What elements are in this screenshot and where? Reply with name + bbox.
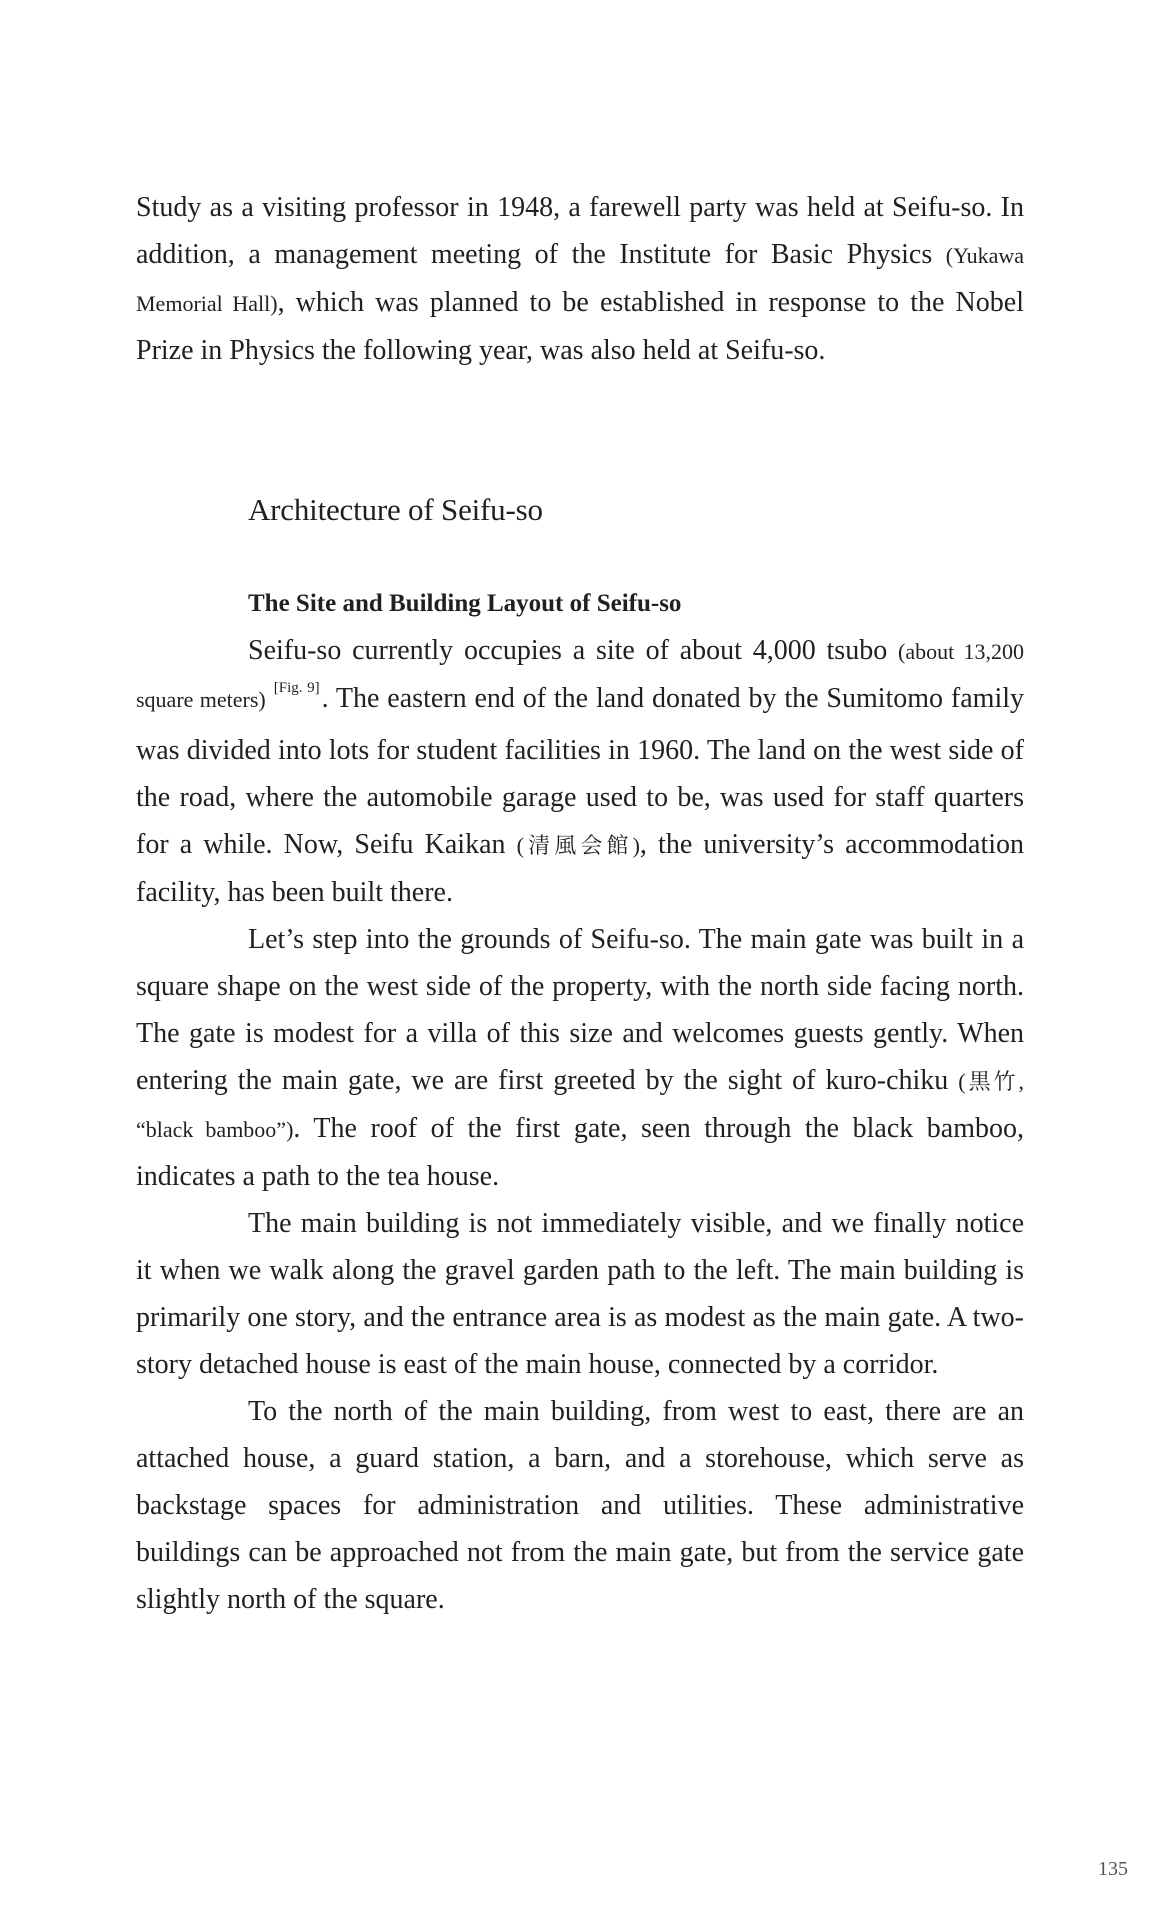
page-number: 135 — [1098, 1858, 1128, 1880]
paragraph-gate — [136, 916, 1024, 1200]
gate-text-1: Let’s step into the grounds of Seifu-so. The main gate was built in a square shape on the west side of the property, with the north side facing north. The gate is modest for a villa of this size and welcomes guests gently. When entering the main gate, we are first greeted by the sight of kuro-chiku — [136, 924, 1024, 1096]
paragraph-site — [136, 627, 1024, 916]
site-text-3: . The eastern end of the land donated by the Sumitomo family was divided into lots for student facilities in 1960. The land on the west side of the road, where the automobile garage used to be, was used for staff quarters for a while. Now, Seifu Kaikan — [136, 683, 1024, 860]
gate-text-3: . The roof of the first gate, seen through the black bamboo, indicates a path to the tea house. — [136, 1113, 1024, 1192]
section-heading: Architecture of Seifu-so — [248, 492, 543, 527]
page-content — [136, 184, 1024, 1623]
subsection-heading: The Site and Building Layout of Seifu-so — [248, 590, 682, 617]
paragraph-north: To the north of the main building, from west to east, there are an attached house, a guard station, a barn, and a storehouse, which serve as backstage spaces for administration and utilities. These administrative buildings can be approached not from the main gate, but from the service gate slightly north of the square. — [136, 1396, 1024, 1615]
figure-reference: [Fig. 9] — [273, 680, 320, 696]
intro-paragraph — [136, 184, 1024, 374]
site-text-2: (about 13,200 square meters) — [136, 639, 1024, 712]
intro-text-1: Study as a visiting professor in 1948, a farewell party was held at Seifu-so. In addition, a management meeting of the Institute for Basic Physics — [136, 192, 1024, 270]
gate-text-2: (黒竹, “black bamboo”) — [136, 1069, 1025, 1142]
site-text-4: (清風会館) — [516, 833, 640, 858]
intro-text-3: , which was planned to be established in response to the Nobel Prize in Physics the following year, was also held at Seifu-so. — [136, 287, 1024, 366]
intro-text-2: (Yukawa Memorial Hall) — [136, 243, 1024, 316]
paragraph-main-building: The main building is not immediately visible, and we finally notice it when we walk along the gravel garden path to the left. The main building is primarily one story, and the entrance area is as modest as the main gate. A two-story detached house is east of the main house, connected by a corridor. — [136, 1208, 1024, 1380]
site-text-5: , the university’s accommodation facility, has been built there. — [136, 829, 1024, 908]
site-text-1: Seifu-so currently occupies a site of about 4,000 tsubo — [248, 635, 898, 666]
